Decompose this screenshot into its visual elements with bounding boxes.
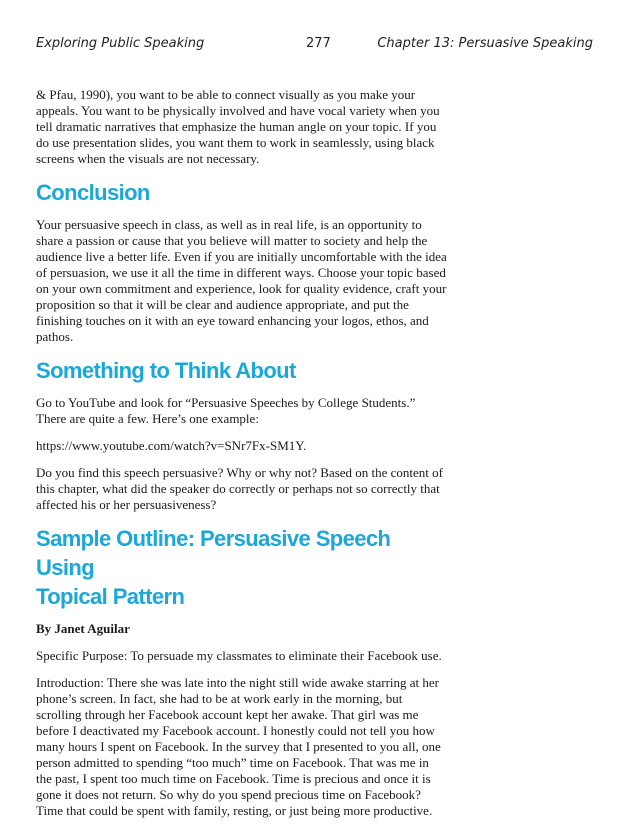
sample-outline-heading-line2: Topical Pattern [36, 584, 185, 609]
introduction-paragraph: Introduction: There she was late into the night still wide awake starring at her phone’s screen. In fact, she had to be at work early in the morning, but scrolling through her Facebook account kept her awake. That girl was me before I deactivated my Facebook account. I honestly could not tell you how many hours I spent on Facebook. In the survey that I presented to you all, one person admitted to spending “too much” time on Facebook. That was me in the past, I spent too much time on Facebook. Time is precious and once it is gone it does not return. So why do you spend precious time on Facebook? Time that could be spent with family, resting, or just being more productive. [36, 675, 441, 818]
think-about-question: Do you find this speech persuasive? Why or why not? Based on the content of this chapter, what did the speaker do correctly or perhaps not so correctly that affected his or her persuasiveness? [36, 465, 443, 512]
intro-paragraph: & Pfau, 1990), you want to be able to connect visually as you make your appeals. You want to be physically involved and have vocal variety when you tell dramatic narratives that emphasize the human angle on your topic. If you do use presentation slides, you want them to work in seamlessly, using black screens when the visuals are not necessary. [36, 87, 440, 166]
sample-outline-heading-line1: Sample Outline: Persuasive Speech Using [36, 526, 391, 580]
sample-outline-heading [36, 524, 448, 611]
conclusion-paragraph: Your persuasive speech in class, as well as in real life, is an opportunity to share a passion or cause that you believe will matter to society and help the audience live a better life. Even if you are initially uncomfortable with the idea of persuasion, we use it all the time in different ways. Choose your topic based on your own commitment and experience, look for quality evidence, craft your proposition so that it will be clear and audience appropriate, and put the finishing touches on it with an eye toward enhancing your logos, ethos, and pathos. [36, 217, 447, 344]
page-content [36, 87, 448, 830]
think-about-paragraph: Go to YouTube and look for “Persuasive Speeches by College Students.” There are quite a few. Here’s one example: [36, 395, 416, 426]
book-title: Exploring Public Speaking [36, 36, 205, 51]
conclusion-heading: Conclusion [36, 180, 150, 205]
think-about-heading: Something to Think About [36, 358, 296, 383]
youtube-link: https://www.youtube.com/watch?v=SNr7Fx-SM1Y. [36, 438, 307, 453]
chapter-title: Chapter 13: Persuasive Speaking [377, 36, 593, 51]
page-number: 277 [306, 36, 331, 51]
specific-purpose: Specific Purpose: To persuade my classmates to eliminate their Facebook use. [36, 648, 442, 663]
author-byline: By Janet Aguilar [36, 621, 130, 636]
